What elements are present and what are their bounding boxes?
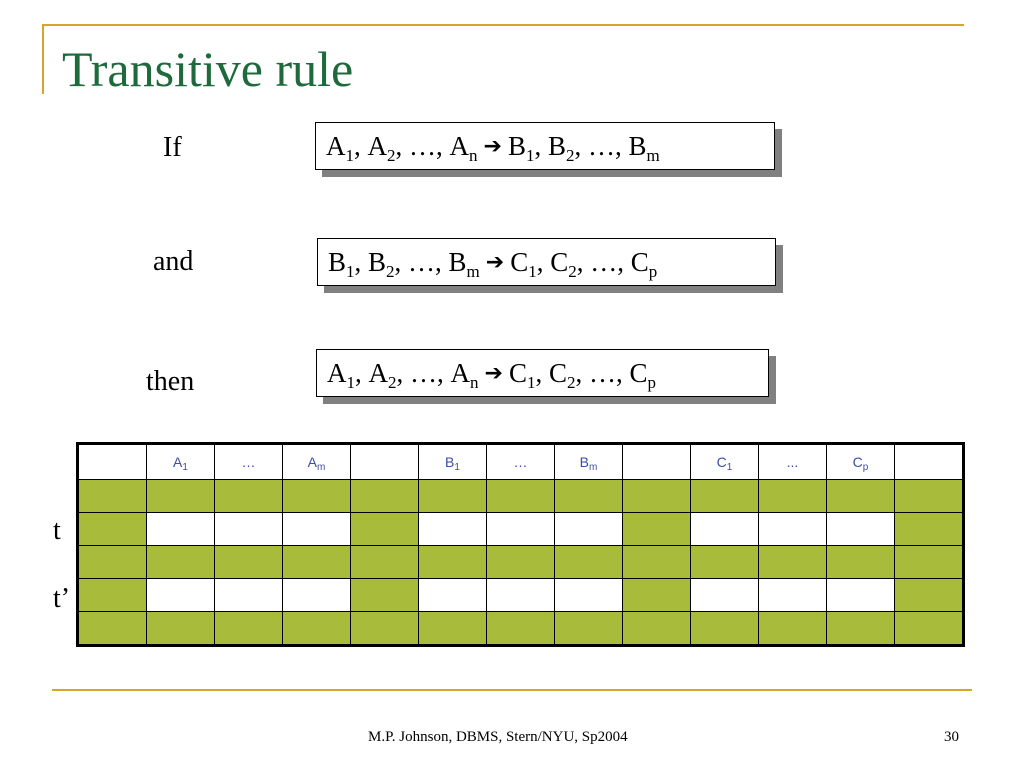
table-cell-shaded xyxy=(895,612,964,646)
column-header xyxy=(283,444,351,480)
table-cell-shaded xyxy=(283,546,351,579)
subscript: p xyxy=(647,372,656,392)
table-cell-empty xyxy=(419,513,487,546)
rhs-attribute: $B_m$ xyxy=(628,130,660,165)
rhs-attribute: $C_1$ xyxy=(508,357,536,392)
table-cell-shaded xyxy=(895,513,964,546)
table-cell-shaded xyxy=(895,579,964,612)
subscript: 1 xyxy=(726,462,733,473)
left-accent-line xyxy=(42,24,44,94)
table-cell-empty xyxy=(759,513,827,546)
table-cell-shaded xyxy=(215,480,283,513)
table-cell-shaded xyxy=(759,546,827,579)
header-label: … xyxy=(241,454,256,470)
column-header xyxy=(623,444,691,480)
lhs-attribute: $B_2$ xyxy=(368,246,395,281)
subscript: 1 xyxy=(526,372,536,392)
table-cell-shaded xyxy=(691,546,759,579)
rhs-attribute: … xyxy=(587,130,615,161)
table-cell-empty xyxy=(283,513,351,546)
subscript: 1 xyxy=(525,145,535,165)
lhs-attribute: $B_1$ xyxy=(328,246,355,281)
column-header xyxy=(147,444,215,480)
table-cell-shaded xyxy=(419,546,487,579)
header-label: … xyxy=(513,454,528,470)
table-cell-empty xyxy=(555,579,623,612)
table-cell-shaded xyxy=(895,480,964,513)
lhs-attribute: $A_1$ xyxy=(326,130,354,165)
table-cell-empty xyxy=(487,579,555,612)
subscript: 1 xyxy=(345,145,354,165)
subscript: 2 xyxy=(386,261,395,281)
table-cell-shaded xyxy=(419,612,487,646)
table-row xyxy=(78,579,964,612)
column-header xyxy=(555,444,623,480)
table-cell-shaded xyxy=(147,480,215,513)
column-header xyxy=(215,444,283,480)
header-label: $C_1$ xyxy=(716,454,733,473)
column-header xyxy=(827,444,895,480)
implies-arrow-icon: ➔ xyxy=(485,249,505,275)
rule-box-if xyxy=(315,122,775,170)
lhs-attribute: $A_n$ xyxy=(449,130,478,165)
rule-box-and xyxy=(317,238,776,286)
table-cell-shaded xyxy=(487,480,555,513)
subscript: 2 xyxy=(388,372,397,392)
table-cell-empty xyxy=(419,579,487,612)
table-cell-shaded xyxy=(691,612,759,646)
implies-arrow-icon: ➔ xyxy=(484,360,503,386)
table-cell-empty xyxy=(215,579,283,612)
table-cell-empty xyxy=(283,579,351,612)
rhs-attribute: $B_1$ xyxy=(507,130,535,165)
lhs-attribute: … xyxy=(409,130,436,161)
table-cell-shaded xyxy=(691,480,759,513)
row-label-t: t xyxy=(53,515,61,546)
lhs-attribute: $A_n$ xyxy=(450,357,479,392)
lhs-attribute: $A_2$ xyxy=(368,357,397,392)
subscript: 2 xyxy=(566,372,576,392)
fd-expression: $A_1$ , $A_2$ , … , $A_n$ ➔ $C_1$ , $C_2$ , … , $C_p$ xyxy=(316,349,769,397)
relation-table xyxy=(76,442,965,647)
table-cell-shaded xyxy=(78,612,147,646)
table-cell-shaded xyxy=(419,480,487,513)
table-cell-empty xyxy=(691,579,759,612)
table-cell-shaded xyxy=(623,579,691,612)
lhs-attribute: … xyxy=(408,246,436,277)
table-cell-empty xyxy=(147,579,215,612)
table-cell-shaded xyxy=(759,480,827,513)
subscript: m xyxy=(646,145,660,165)
table-cell-shaded xyxy=(215,546,283,579)
column-header xyxy=(487,444,555,480)
header-label: $B_m$ xyxy=(579,454,598,473)
table-cell-shaded xyxy=(827,480,895,513)
table-cell-shaded xyxy=(78,579,147,612)
row-label-t-prime: t’ xyxy=(53,583,71,614)
column-header xyxy=(78,444,147,480)
subscript: n xyxy=(469,145,478,165)
table-header-row xyxy=(78,444,964,480)
lead-if: If xyxy=(163,132,182,163)
subscript: 1 xyxy=(346,261,355,281)
column-header xyxy=(419,444,487,480)
subscript: n xyxy=(470,372,479,392)
header-label: $A_1$ xyxy=(173,454,188,473)
table-cell-empty xyxy=(147,513,215,546)
table-row xyxy=(78,513,964,546)
table-cell-shaded xyxy=(555,480,623,513)
table-cell-shaded xyxy=(759,612,827,646)
subscript: 2 xyxy=(568,261,577,281)
rhs-attribute: … xyxy=(588,357,616,388)
bottom-rule-line xyxy=(52,689,972,691)
page-number: 30 xyxy=(944,729,959,745)
rhs-attribute: … xyxy=(590,246,618,277)
header-label: $C_p$ xyxy=(852,454,869,473)
table-cell-shaded xyxy=(283,480,351,513)
table-cell-shaded xyxy=(283,612,351,646)
subscript: p xyxy=(648,261,658,281)
table-row xyxy=(78,612,964,646)
table-cell-shaded xyxy=(555,612,623,646)
table-cell-shaded xyxy=(895,546,964,579)
table-cell-shaded xyxy=(487,546,555,579)
rhs-attribute: $C_1$ xyxy=(510,246,537,281)
column-header xyxy=(759,444,827,480)
top-rule-line xyxy=(42,24,964,26)
table-cell-empty xyxy=(759,579,827,612)
subscript: m xyxy=(317,462,326,473)
implies-arrow-icon: ➔ xyxy=(483,133,502,159)
table-cell-shaded xyxy=(623,612,691,646)
header-label: $B_1$ xyxy=(445,454,460,473)
lead-and: and xyxy=(153,246,194,277)
table-cell-empty xyxy=(827,513,895,546)
table-cell-empty xyxy=(215,513,283,546)
table-cell-shaded xyxy=(555,546,623,579)
column-header xyxy=(351,444,419,480)
table-cell-empty xyxy=(827,579,895,612)
rhs-attribute: $B_2$ xyxy=(547,130,575,165)
header-label: $A_m$ xyxy=(307,454,326,473)
table-cell-shaded xyxy=(147,612,215,646)
lead-then: then xyxy=(146,366,195,397)
rhs-attribute: $C_p$ xyxy=(630,246,658,281)
subscript: 1 xyxy=(454,462,460,473)
subscript: 2 xyxy=(387,145,396,165)
rhs-attribute: $C_p$ xyxy=(629,357,656,392)
rule-box-then xyxy=(316,349,769,397)
table-cell-shaded xyxy=(623,546,691,579)
subscript: m xyxy=(466,261,480,281)
table-cell-shaded xyxy=(147,546,215,579)
table-cell-shaded xyxy=(827,612,895,646)
table-row xyxy=(78,546,964,579)
subscript: 1 xyxy=(346,372,355,392)
table-cell-empty xyxy=(555,513,623,546)
footer-text: M.P. Johnson, DBMS, Stern/NYU, Sp2004 xyxy=(368,729,628,745)
lhs-attribute: $A_2$ xyxy=(367,130,396,165)
table-cell-empty xyxy=(691,513,759,546)
header-label: ... xyxy=(786,454,799,470)
subscript: 1 xyxy=(528,261,537,281)
table-cell-shaded xyxy=(623,513,691,546)
table-cell-shaded xyxy=(78,513,147,546)
lhs-attribute: $A_1$ xyxy=(327,357,355,392)
table-cell-shaded xyxy=(351,612,419,646)
subscript: m xyxy=(589,462,598,473)
slide-title: Transitive rule xyxy=(62,41,354,97)
table-row xyxy=(78,480,964,513)
table-cell-shaded xyxy=(487,612,555,646)
lhs-attribute: … xyxy=(410,357,437,388)
subscript: p xyxy=(862,462,869,473)
table-cell-shaded xyxy=(351,546,419,579)
table-cell-shaded xyxy=(351,513,419,546)
table-cell-shaded xyxy=(215,612,283,646)
table-cell-shaded xyxy=(351,480,419,513)
lhs-attribute: $B_m$ xyxy=(448,246,480,281)
table-cell-shaded xyxy=(351,579,419,612)
fd-expression: $A_1$ , $A_2$ , … , $A_n$ ➔ $B_1$ , $B_2$ , … , $B_m$ xyxy=(315,122,775,170)
table-cell-empty xyxy=(487,513,555,546)
subscript: 1 xyxy=(182,462,188,473)
table-cell-shaded xyxy=(623,480,691,513)
table-cell-shaded xyxy=(78,546,147,579)
subscript: 2 xyxy=(565,145,575,165)
table-cell-shaded xyxy=(827,546,895,579)
table-cell-shaded xyxy=(78,480,147,513)
column-header xyxy=(691,444,759,480)
rhs-attribute: $C_2$ xyxy=(550,246,577,281)
rhs-attribute: $C_2$ xyxy=(548,357,576,392)
column-header xyxy=(895,444,964,480)
fd-expression: $B_1$ , $B_2$ , … , $B_m$ ➔ $C_1$ , $C_2$ , … , $C_p$ xyxy=(317,238,776,286)
